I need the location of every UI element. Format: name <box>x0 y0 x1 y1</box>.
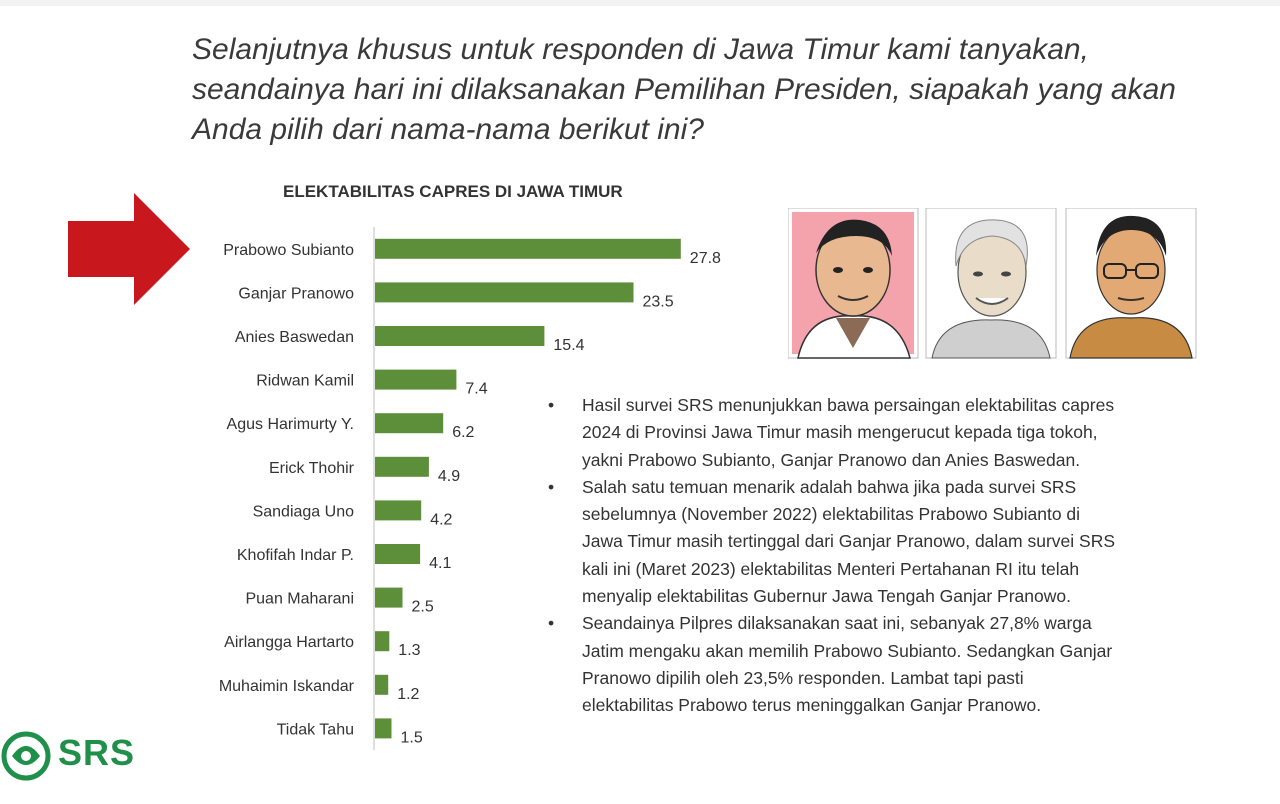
category-label: Agus Harimurty Y. <box>226 416 354 434</box>
bullet-line: yakni Prabowo Subianto, Ganjar Pranowo dan Anies Baswedan. <box>582 449 1081 470</box>
bar <box>375 544 420 564</box>
srs-logo-icon <box>0 722 60 792</box>
bar <box>375 500 421 520</box>
candidate-portraits <box>788 208 1198 365</box>
data-label: 4.2 <box>430 511 453 529</box>
bullet-line: kali ini (Maret 2023) elektabilitas Menteri Pertahanan RI itu telah <box>582 558 1080 579</box>
bullet-line: sebelumnya (November 2022) elektabilitas Prabowo Subianto di <box>582 504 1081 525</box>
bullet-line: Pranowo dipilih oleh 23,5% responden. Lambat tapi pasti <box>582 667 1024 688</box>
data-label: 1.2 <box>397 685 420 703</box>
data-label: 27.8 <box>689 249 721 267</box>
bullet-icon: • <box>548 476 555 497</box>
data-label: 4.9 <box>437 467 461 485</box>
bullet-line: elektabilitas Prabowo terus meninggalkan Ganjar Pranowo. <box>582 695 1042 716</box>
category-label: Airlangga Hartarto <box>224 634 354 652</box>
bullet-item <box>548 392 1228 474</box>
bullet-icon: • <box>548 613 555 634</box>
portrait-ganjar <box>926 208 1056 358</box>
bullet-line: Jawa Timur masih tertinggal dari Ganjar Pranowo, dalam survei SRS <box>582 531 1115 552</box>
bullet-line: Seandainya Pilpres dilaksanakan saat ini, sebanyak 27,8% warga <box>582 613 1092 634</box>
category-label: Erick Thohir <box>268 459 354 477</box>
data-label: 4.1 <box>429 555 452 572</box>
data-label: 7.4 <box>465 380 488 398</box>
question-line: Anda pilih dari nama-nama berikut ini? <box>192 113 704 146</box>
category-label: Anies Baswedan <box>234 329 354 346</box>
bar <box>375 326 544 346</box>
data-label: 2.5 <box>411 598 434 616</box>
category-label: Ridwan Kamil <box>256 372 354 390</box>
bullet-item <box>548 474 1228 610</box>
category-label: Muhaimin Iskandar <box>218 677 354 695</box>
data-label: 1.3 <box>398 642 421 660</box>
category-label: Prabowo Subianto <box>223 241 354 259</box>
question-line: Selanjutnya khusus untuk responden di Jawa Timur kami tanyakan, <box>192 33 1089 66</box>
data-label: 23.5 <box>642 293 674 311</box>
portrait-anies <box>1066 208 1196 358</box>
bar <box>375 588 403 608</box>
category-label: Khofifah Indar P. <box>236 547 354 564</box>
category-label: Sandiaga Uno <box>252 503 354 521</box>
logo-text: SRS <box>58 732 136 773</box>
bullet-line: menyalip elektabilitas Gubernur Jawa Tengah Ganjar Pranowo. <box>582 586 1071 607</box>
data-label: 6.2 <box>452 424 475 442</box>
findings-list <box>548 392 1228 720</box>
bullet-line: Jatim mengaku akan memilih Prabowo Subianto. Sedangkan Ganjar <box>582 640 1113 661</box>
chart-title: ELEKTABILITAS CAPRES DI JAWA TIMUR <box>283 182 623 201</box>
bullet-icon: • <box>548 395 555 415</box>
bullet-item <box>548 610 1228 719</box>
question-line: seandainya hari ini dilaksanakan Pemilihan Presiden, siapakah yang akan <box>192 73 1176 106</box>
bullet-line: Salah satu temuan menarik adalah bahwa jika pada survei SRS <box>582 476 1077 497</box>
category-label: Ganjar Pranowo <box>238 285 354 303</box>
portrait-prabowo <box>788 208 918 358</box>
bar <box>375 675 388 695</box>
bar <box>375 631 389 651</box>
bar <box>375 370 456 390</box>
bar <box>375 282 634 302</box>
bar <box>375 457 429 477</box>
category-label: Tidak Tahu <box>276 721 354 739</box>
bullet-line: Hasil survei SRS menunjukkan bawa persaingan elektabilitas capres <box>582 395 1115 415</box>
category-label: Puan Maharani <box>245 590 354 608</box>
bar <box>375 239 681 259</box>
data-label: 15.4 <box>553 337 585 354</box>
bar <box>375 718 392 738</box>
bullet-line: 2024 di Provinsi Jawa Timur masih mengerucut kepada tiga tokoh, <box>582 422 1098 443</box>
bar <box>375 413 443 433</box>
data-label: 1.5 <box>400 729 423 747</box>
